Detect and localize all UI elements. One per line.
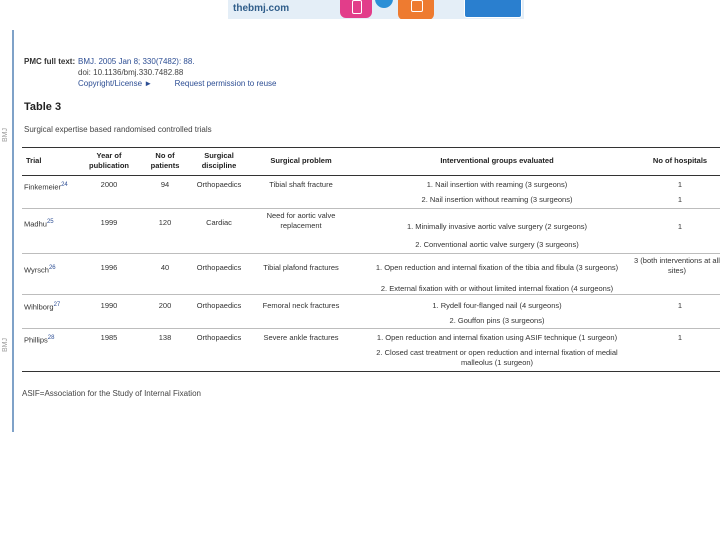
cell-problem: Femoral neck fractures — [262, 301, 340, 310]
cell-trial[interactable]: Wyrsch$^{26}$ — [24, 265, 56, 275]
ad-banner[interactable] — [228, 0, 524, 19]
cell-group: 2. Closed cast treatment or open reduction and internal fixation of medial malleolus (1 surgeon) — [376, 348, 618, 367]
cell-year: 1996 — [100, 263, 118, 272]
cell-hospitals: 1 — [677, 222, 683, 231]
header-year: Year of publication — [89, 151, 129, 170]
cell-trial[interactable]: Finkemeier$^{24}$ — [24, 182, 68, 192]
header-problem: Surgical problem — [270, 156, 332, 165]
cell-group: 2. Gouffon pins (3 surgeons) — [449, 316, 545, 325]
cell-group: 1. Rydell four-flanged nail (4 surgeons) — [432, 301, 562, 310]
header-groups: Interventional groups evaluated — [440, 156, 554, 165]
mobile-icon — [340, 0, 372, 18]
cell-discipline: Orthopaedics — [196, 301, 242, 310]
pmc-label: PMC full text: — [24, 57, 76, 66]
request-permission-link[interactable]: Request permission to reuse — [174, 79, 277, 88]
header-hospitals: No of hospitals — [652, 156, 708, 165]
cell-hospitals: 1 — [677, 180, 683, 189]
cell-discipline: Orthopaedics — [196, 180, 242, 189]
cell-year: 2000 — [100, 180, 118, 189]
cell-year: 1999 — [100, 218, 118, 227]
cell-hospitals: 1 — [677, 195, 683, 204]
cell-group: 1. Minimally invasive aortic valve surgery (2 surgeons) — [406, 222, 588, 231]
table-bottom-rule — [22, 371, 720, 372]
cell-group: 1. Nail insertion with reaming (3 surgeons) — [426, 180, 568, 189]
doi-text: doi: 10.1136/bmj.330.7482.88 — [78, 68, 184, 77]
table-caption: Surgical expertise based randomised controlled trials — [24, 125, 212, 134]
cell-problem: Need for aortic valve replacement — [266, 211, 336, 230]
cell-trial[interactable]: Wihlborg$^{27}$ — [24, 302, 61, 312]
cell-hospitals: 1 — [677, 333, 683, 342]
cell-trial[interactable]: Phillips$^{28}$ — [24, 335, 55, 345]
citation-link[interactable]: BMJ. 2005 Jan 8; 330(7482): 88. — [78, 57, 195, 66]
cell-discipline: Orthopaedics — [196, 333, 242, 342]
row-separator — [22, 208, 720, 209]
cell-patients: 94 — [160, 180, 170, 189]
cell-group: 2. External fixation with or without limited internal fixation (4 surgeons) — [380, 284, 614, 293]
cell-year: 1985 — [100, 333, 118, 342]
cell-discipline: Orthopaedics — [196, 263, 242, 272]
cell-patients: 200 — [158, 301, 172, 310]
cell-group: 1. Open reduction and internal fixation using ASIF technique (1 surgeon) — [376, 333, 618, 342]
cell-group: 1. Open reduction and internal fixation of the tibia and fibula (3 surgeons) — [375, 263, 619, 272]
row-separator — [22, 253, 720, 254]
margin-mark-2: BMJ — [2, 338, 9, 352]
cell-year: 1990 — [100, 301, 118, 310]
tablet-icon — [398, 0, 434, 19]
banner-button[interactable] — [464, 0, 522, 18]
cell-problem: Tibial shaft fracture — [269, 180, 333, 189]
row-separator — [22, 328, 720, 329]
cell-problem: Tibial plafond fractures — [263, 263, 339, 272]
row-separator — [22, 294, 720, 295]
header-trial: Trial — [26, 156, 42, 165]
cell-patients: 120 — [158, 218, 172, 227]
cell-patients: 40 — [160, 263, 170, 272]
cell-trial[interactable]: Madhu$^{25}$ — [24, 219, 54, 229]
left-margin-rule — [12, 30, 14, 432]
cell-problem: Severe ankle fractures — [263, 333, 339, 342]
pmc-citation-block — [78, 56, 276, 89]
table-title: Table 3 — [24, 101, 62, 113]
margin-mark-1: BMJ — [2, 128, 9, 142]
header-discipline: Surgical discipline — [201, 151, 237, 170]
cell-discipline: Cardiac — [206, 218, 232, 227]
cell-group: 2. Nail insertion without reaming (3 surgeons) — [421, 195, 573, 204]
table-top-rule — [22, 147, 720, 148]
banner-text: thebmj.com — [233, 3, 290, 14]
header-patients: No of patients — [150, 151, 180, 170]
cell-group: 2. Conventional aortic valve surgery (3 surgeons) — [415, 240, 579, 249]
cell-patients: 138 — [158, 333, 172, 342]
cell-hospitals: 3 (both interventions at all sites) — [634, 256, 720, 275]
circle-icon — [375, 0, 393, 8]
table-header-rule — [22, 175, 720, 176]
cell-hospitals: 1 — [677, 301, 683, 310]
copyright-license-link[interactable]: Copyright/License ► — [78, 79, 153, 88]
table-footnote: ASIF=Association for the Study of Internal Fixation — [22, 389, 201, 398]
